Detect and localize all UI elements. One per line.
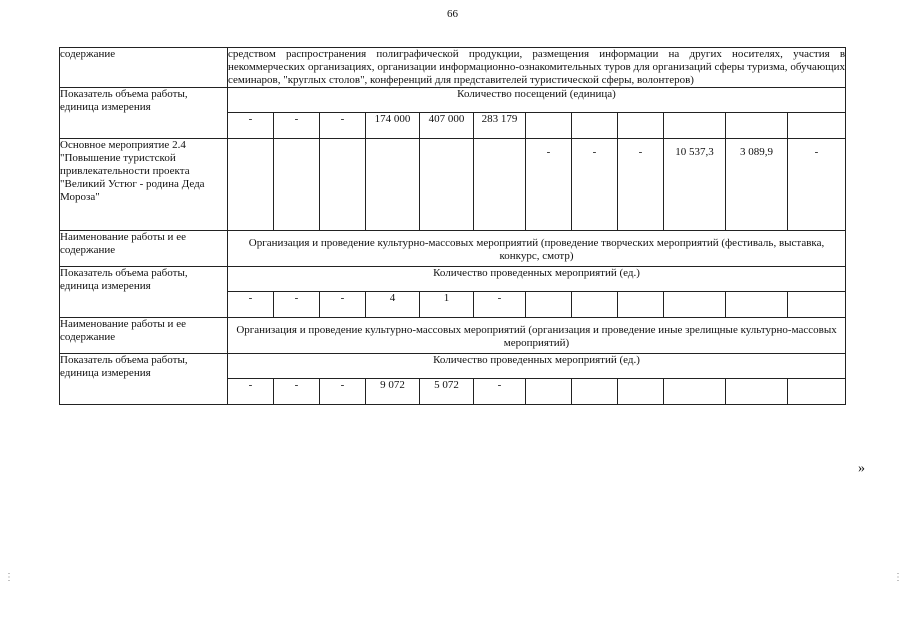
value-cell: -: [474, 379, 526, 405]
value-cell: -: [228, 113, 274, 139]
content-label: содержание: [60, 48, 228, 88]
indicator-3-header: Количество проведенных мероприятий (ед.): [228, 354, 846, 379]
value-cell: [526, 292, 572, 318]
value-cell: [664, 292, 726, 318]
value-cell: -: [274, 292, 320, 318]
indicator-2-header-row: [60, 267, 846, 292]
content-row: [60, 48, 846, 88]
work-2-text: Организация и проведение культурно-массовых мероприятий (организация и проведение иные зрелищные культурно-массовых мероприятий): [228, 318, 846, 354]
work-1-row: [60, 231, 846, 267]
value-cell: 9 072: [366, 379, 420, 405]
value-cell: [228, 139, 274, 231]
value-cell: 283 179: [474, 113, 526, 139]
value-cell: -: [320, 113, 366, 139]
value-cell: -: [618, 139, 664, 231]
value-cell: 174 000: [366, 113, 420, 139]
value-cell: [474, 139, 526, 231]
value-cell: -: [526, 139, 572, 231]
value-cell: [526, 113, 572, 139]
work-1-text: Организация и проведение культурно-массовых мероприятий (проведение творческих мероприятий (фестиваль, выставка, конкурс, смотр): [228, 231, 846, 267]
value-cell: -: [228, 379, 274, 405]
indicator-3-label: Показатель объема работы, единица измерения: [60, 354, 228, 405]
value-cell: [618, 379, 664, 405]
left-edge-mark: ⋮: [4, 572, 14, 583]
value-cell: [320, 139, 366, 231]
value-cell: -: [474, 292, 526, 318]
value-cell: 5 072: [420, 379, 474, 405]
measure-2-4-label: Основное мероприятие 2.4 "Повышение туристской привлекательности проекта "Великий Устюг - родина Деда Мороза": [60, 139, 228, 231]
value-cell: [618, 113, 664, 139]
value-cell: [664, 379, 726, 405]
value-cell: -: [320, 292, 366, 318]
value-cell: 10 537,3: [664, 139, 726, 231]
value-cell: [788, 292, 846, 318]
work-2-label: Наименование работы и ее содержание: [60, 318, 228, 354]
work-1-label: Наименование работы и ее содержание: [60, 231, 228, 267]
program-table: [59, 47, 846, 405]
indicator-1-header-row: [60, 88, 846, 113]
value-cell: -: [320, 379, 366, 405]
value-cell: [788, 113, 846, 139]
value-cell: [274, 139, 320, 231]
value-cell: [664, 113, 726, 139]
indicator-1-label: Показатель объема работы, единица измерения: [60, 88, 228, 139]
value-cell: 3 089,9: [726, 139, 788, 231]
value-cell: [420, 139, 474, 231]
value-cell: 407 000: [420, 113, 474, 139]
indicator-3-header-row: [60, 354, 846, 379]
indicator-1-header: Количество посещений (единица): [228, 88, 846, 113]
value-cell: 1: [420, 292, 474, 318]
value-cell: [726, 113, 788, 139]
work-2-row: [60, 318, 846, 354]
value-cell: [618, 292, 664, 318]
content-text: средством распространения полиграфической продукции, размещения информации на других носителях, участия в некоммерческих организациях, организации информационно-ознакомительных туров для организаций сферы туризма, обучающих семинаров, "круглых столов", конференций для представителей туристической сферы, волонтеров): [228, 48, 846, 86]
value-cell: [572, 113, 618, 139]
right-edge-mark: ⋮: [893, 572, 903, 583]
value-cell: [366, 139, 420, 231]
value-cell: -: [572, 139, 618, 231]
value-cell: 4: [366, 292, 420, 318]
value-cell: [726, 292, 788, 318]
value-cell: [526, 379, 572, 405]
indicator-2-header: Количество проведенных мероприятий (ед.): [228, 267, 846, 292]
page-number: 66: [447, 8, 458, 20]
closing-quote: »: [858, 461, 865, 476]
measure-2-4-row: [60, 139, 846, 231]
value-cell: [572, 292, 618, 318]
value-cell: [788, 379, 846, 405]
value-cell: -: [788, 139, 846, 231]
value-cell: [572, 379, 618, 405]
value-cell: -: [274, 113, 320, 139]
indicator-2-label: Показатель объема работы, единица измерения: [60, 267, 228, 318]
value-cell: [726, 379, 788, 405]
value-cell: -: [274, 379, 320, 405]
value-cell: -: [228, 292, 274, 318]
